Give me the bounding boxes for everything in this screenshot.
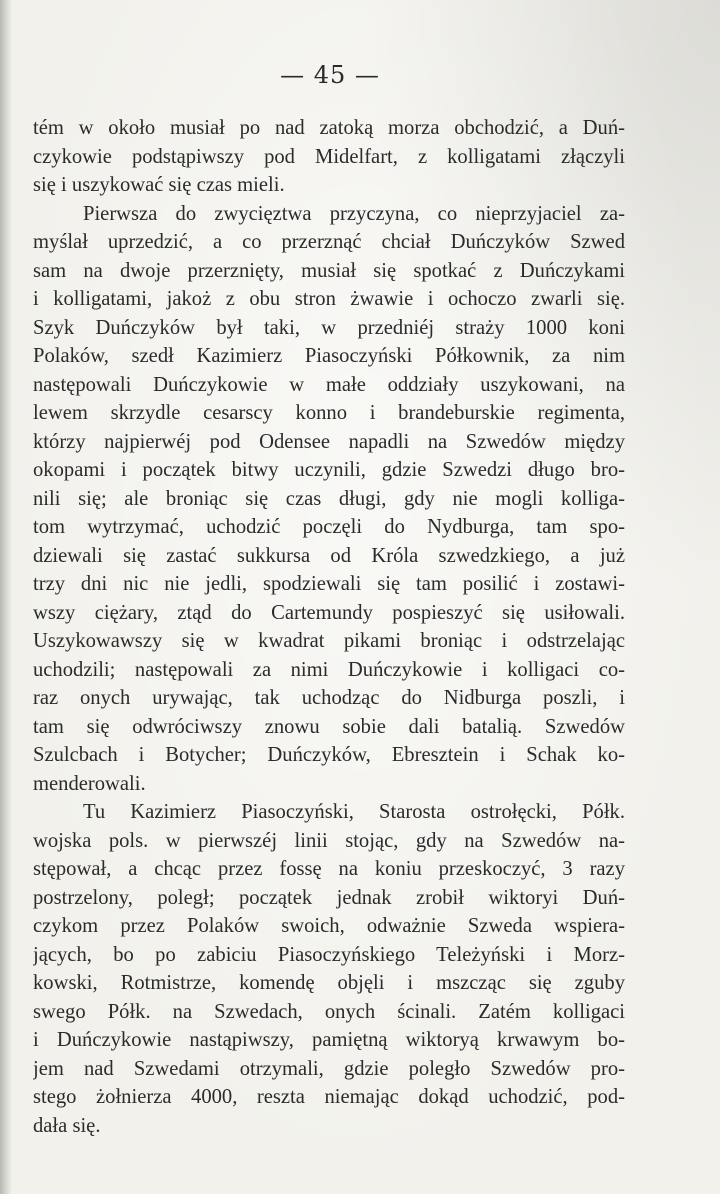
text-line: tém w około musiał po nad zatoką morza obchodzić, a Duń- <box>33 117 625 139</box>
text-line: Pierwsza do zwycięztwa przyczyna, co nieprzyjaciel za- <box>83 202 625 225</box>
text-line: jących, bo po zabiciu Piasoczyńskiego Teleżyński i Morz- <box>33 943 625 966</box>
text-line: Tu Kazimierz Piasoczyński, Starosta ostrołęcki, Półk. <box>83 801 625 823</box>
text-line: myślał uprzedzić, a co przerznąć chciał Duńczyków Szwed <box>33 231 625 253</box>
text-line: Polaków, szedł Kazimierz Piasoczyński Półkownik, za nim <box>33 345 625 367</box>
text-line: tom wytrzymać, uchodzić poczęli do Nydburga, tam spo- <box>33 516 625 538</box>
text-line: Uszykowawszy się w kwadrat pikami broniąc i odstrzelając <box>33 630 625 652</box>
text-line: Szyk Duńczyków był taki, w przedniéj straży 1000 koni <box>33 316 625 339</box>
text-line: czykom przez Polaków swoich, odważnie Szweda wspiera- <box>33 915 625 937</box>
text-line: i kolligatami, jakoż z obu stron żwawie i ochoczo zwarli się. <box>33 288 625 310</box>
text-line: którzy najpierwéj pod Odensee napadli na Szwedów między <box>33 430 625 453</box>
text-line: i Duńczykowie nastąpiwszy, pamiętną wiktoryą krwawym bo- <box>33 1029 625 1051</box>
text-line: wojska pols. w pierwszéj linii stojąc, gdy na Szwedów na- <box>33 829 625 852</box>
text-line: tam się odwróciwszy znowu sobie dali batalią. Szwedów <box>33 715 625 738</box>
text-line: wszy ciężary, ztąd do Cartemundy pospieszyć się usiłowali. <box>33 601 625 624</box>
text-line: stego żołnierza 4000, reszta niemając dokąd uchodzić, pod- <box>33 1086 625 1108</box>
text-line: menderowali. <box>33 772 146 795</box>
text-line: się i uszykować się czas mieli. <box>33 174 285 196</box>
text-line: swego Półk. na Szwedach, onych ścinali. Zatém kolligaci <box>33 1000 625 1023</box>
text-line: jem nad Szwedami otrzymali, gdzie poległo Szwedów pro- <box>33 1057 625 1080</box>
text-line: Szulcbach i Botycher; Duńczyków, Ebresztein i Schak ko- <box>33 744 625 766</box>
text-line: uchodzili; następowali za nimi Duńczykowie i kolligaci co- <box>33 658 625 681</box>
text-line: lewem skrzydle cesarscy konno i brandeburskie regimenta, <box>33 402 625 424</box>
page-number: — 45 — <box>280 61 380 89</box>
body-text <box>33 114 625 1140</box>
text-line: raz onych urywając, tak uchodząc do Nidburga poszli, i <box>33 687 625 709</box>
text-line: okopami i początek bitwy uczynili, gdzie Szwedzi długo bro- <box>33 459 625 481</box>
text-line: dała się. <box>33 1114 101 1137</box>
text-line: stępował, a chcąc przez fossę na koniu przeskoczyć, 3 razy <box>33 858 625 880</box>
text-line: sam na dwoje przerznięty, musiał się spotkać z Duńczykami <box>33 259 625 282</box>
text-line: trzy dni nic nie jedli, spodziewali się tam posilić i zostawi- <box>33 573 625 595</box>
text-line: dziewali się zastać sukkursa od Króla szwedzkiego, a już <box>33 544 625 567</box>
text-line: następowali Duńczykowie w małe oddziały uszykowani, na <box>33 373 625 396</box>
text-line: kowski, Rotmistrze, komendę objęli i mszcząc się zguby <box>33 972 625 994</box>
text-line: czykowie podstąpiwszy pod Midelfart, z kolligatami złączyli <box>33 145 625 168</box>
text-line: nili się; ale broniąc się czas długi, gdy nie mogli kolliga- <box>33 487 625 510</box>
text-line: postrzelony, poległ; początek jednak zrobił wiktoryi Duń- <box>33 886 625 909</box>
page-edge-shadow <box>0 0 12 1194</box>
